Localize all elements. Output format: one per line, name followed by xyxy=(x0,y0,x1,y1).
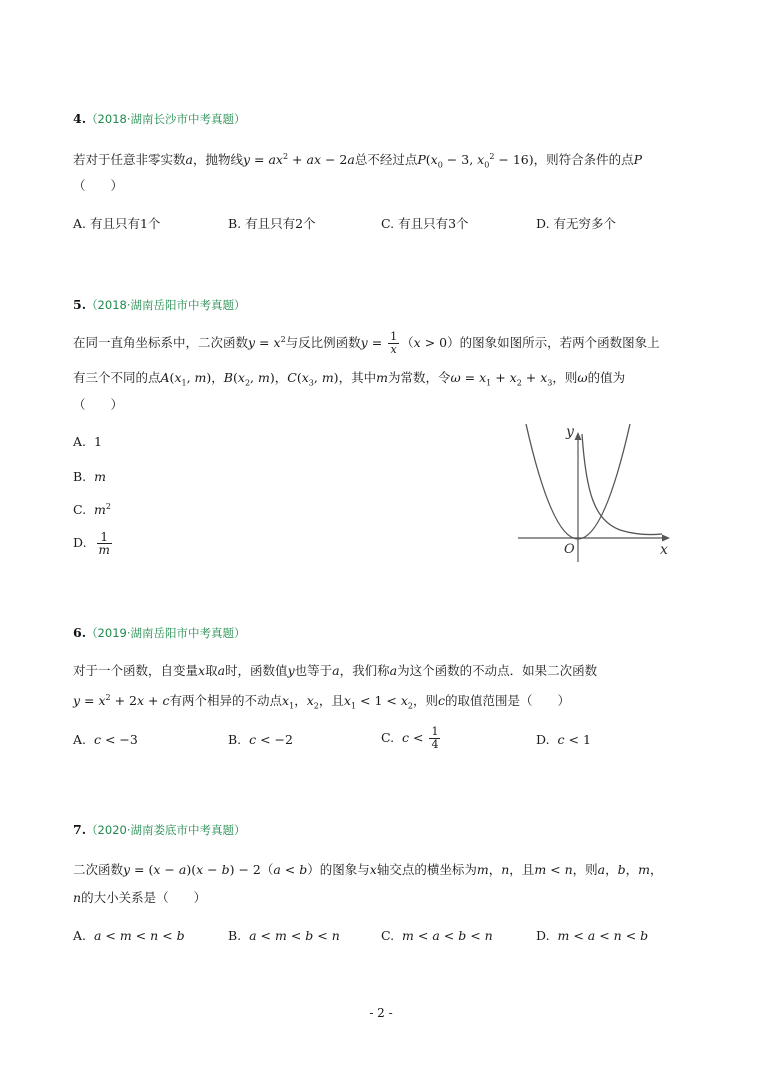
stem-text: 若对于任意非零实数 xyxy=(73,152,186,167)
stem-text: 取 xyxy=(205,663,218,678)
question-5-paren: （ ） xyxy=(73,397,124,412)
question-source: （2019·湖南岳阳市中考真题） xyxy=(86,626,246,640)
stem-text: 有两个相异的不动点 xyxy=(169,693,283,708)
question-source: （2018·湖南岳阳市中考真题） xyxy=(86,298,246,312)
stem-text: 的图象如图所示，若两个函数图象上 xyxy=(459,335,660,350)
option-b[interactable]: B. a < m < b < n xyxy=(228,928,340,943)
question-5-header xyxy=(73,297,245,313)
stem-text: ，其中 xyxy=(338,370,377,385)
question-number: 4. xyxy=(73,111,87,126)
stem-text: 为这个函数的不动点．如果二次函数 xyxy=(397,663,598,678)
option-b[interactable] xyxy=(73,469,106,484)
option-d[interactable]: D. c < 1 xyxy=(536,732,591,747)
origin-label: O xyxy=(564,542,575,557)
question-source: （2018·湖南长沙市中考真题） xyxy=(86,112,246,126)
stem-text: 时，函数值 xyxy=(225,663,288,678)
stem-text: 与反比例函数 xyxy=(285,335,361,350)
option-label: C. xyxy=(381,730,395,745)
option-label: B. xyxy=(73,469,87,484)
stem-text: ，则符合条件的点 xyxy=(533,152,634,167)
stem-text: ，且 xyxy=(509,862,535,877)
option-label: D. xyxy=(73,535,87,550)
option-b[interactable]: B. 有且只有2个 xyxy=(228,216,316,231)
question-7-header xyxy=(73,822,245,838)
question-6-stem-line-2: $y = x^2 + 2x + c$有两个相异的不动点$x_1$，$x_2$，且$x_1 < 1 < x_2$，则c的取值范围是（ ） xyxy=(73,692,571,711)
option-a[interactable] xyxy=(73,434,102,449)
stem-text: 的图象与 xyxy=(319,862,370,877)
hyperbola-curve xyxy=(582,434,662,535)
question-5-stem-line-1: 在同一直角坐标系中，二次函数$y = x^2$与反比例函数y = $\frac{1}{x}$ （x > 0）的图象如图所示，若两个函数图象上 xyxy=(73,330,660,356)
stem-text: 也等于 xyxy=(294,663,333,678)
stem-text: ，则 xyxy=(552,370,578,385)
question-number: 5. xyxy=(73,297,87,312)
option-a[interactable]: A. 有且只有1个 xyxy=(73,216,161,231)
stem-text: ，则 xyxy=(572,862,598,877)
option-b[interactable]: B. c < −2 xyxy=(228,732,293,747)
y-axis-label: y xyxy=(566,424,574,440)
stem-text: 的大小关系是（ ） xyxy=(81,890,207,905)
function-graph xyxy=(512,422,676,564)
option-label: B. xyxy=(228,928,242,943)
question-source: （2020·湖南娄底市中考真题） xyxy=(86,823,246,837)
stem-text: 的值为 xyxy=(587,370,626,385)
question-number: 7. xyxy=(73,822,87,837)
stem-text: 为常数，令 xyxy=(387,370,451,385)
option-c[interactable]: C. m < a < b < n xyxy=(381,928,493,943)
stem-text: 对于一个函数，自变量 xyxy=(73,663,199,678)
x-axis-arrow xyxy=(662,535,670,542)
question-number: 6. xyxy=(73,625,87,640)
question-7-stem-line-1: 二次函数y = (x − a)(x − b) − 2（a < b）的图象与x轴交点的横坐标为m，n，且m < n，则a，b，m， xyxy=(73,862,663,877)
question-7-stem-line-2: n的大小关系是（ ） xyxy=(73,890,207,905)
option-d[interactable]: D. m < a < n < b xyxy=(536,928,649,943)
stem-text: ，抛物线 xyxy=(192,152,243,167)
question-6-stem-line-1: 对于一个函数，自变量x取a时，函数值y也等于a，我们称a为这个函数的不动点．如果二次函数 xyxy=(73,663,598,678)
stem-text: 的取值范围是（ ） xyxy=(445,693,571,708)
option-label: A. xyxy=(73,732,87,747)
option-label: D. xyxy=(536,732,550,747)
option-label: A. xyxy=(73,434,87,449)
x-axis-label: x xyxy=(660,542,668,558)
option-a[interactable]: A. c < −3 xyxy=(73,732,138,747)
question-4-header xyxy=(73,111,245,127)
option-label: A. xyxy=(73,928,87,943)
stem-text: ，且 xyxy=(318,693,344,708)
stem-text: 在同一直角坐标系中，二次函数 xyxy=(73,335,249,350)
option-a[interactable]: A. a < m < n < b xyxy=(73,928,185,943)
option-c[interactable]: C. $m^2$ xyxy=(73,502,111,518)
stem-text: 有三个不同的点 xyxy=(73,370,161,385)
option-label: D. xyxy=(536,928,550,943)
stem-text: 二次函数 xyxy=(73,862,124,877)
option-value: 1 xyxy=(93,434,102,449)
page-number: - 2 - xyxy=(369,1006,393,1020)
option-label: B. xyxy=(228,732,242,747)
question-5-stem-line-2: 有三个不同的点$A(x_1$, m)，$B(x_2$, m)，$C(x_3$, m)，其中m为常数，令$\omega = x_1 + x_2 + x_3$，则ω的值为 xyxy=(73,370,626,388)
option-c[interactable]: C. c < $\frac{1}{4}$ xyxy=(381,725,439,751)
option-d[interactable]: D. $\frac{1}{m}$ xyxy=(73,530,110,557)
stem-text: 总不经过点 xyxy=(354,152,418,167)
question-6-header xyxy=(73,625,245,641)
option-c[interactable]: C. 有且只有3个 xyxy=(381,216,469,231)
stem-text: 轴交点的横坐标为 xyxy=(376,862,477,877)
question-4-stem: 若对于任意非零实数a，抛物线$y = ax^2$ + ax − 2a总不经过点$P(x_0 - 3$, $x_0^2 - 16$)，则符合条件的点P xyxy=(73,151,643,170)
option-d[interactable]: D. 有无穷多个 xyxy=(536,216,617,231)
option-value: m xyxy=(94,469,106,484)
question-4-paren: （ ） xyxy=(73,178,124,193)
y-axis-arrow xyxy=(575,432,582,440)
stem-text: ，我们称 xyxy=(339,663,390,678)
option-label: C. xyxy=(381,928,395,943)
option-label: C. xyxy=(73,502,87,518)
stem-text: ，则 xyxy=(412,693,438,708)
